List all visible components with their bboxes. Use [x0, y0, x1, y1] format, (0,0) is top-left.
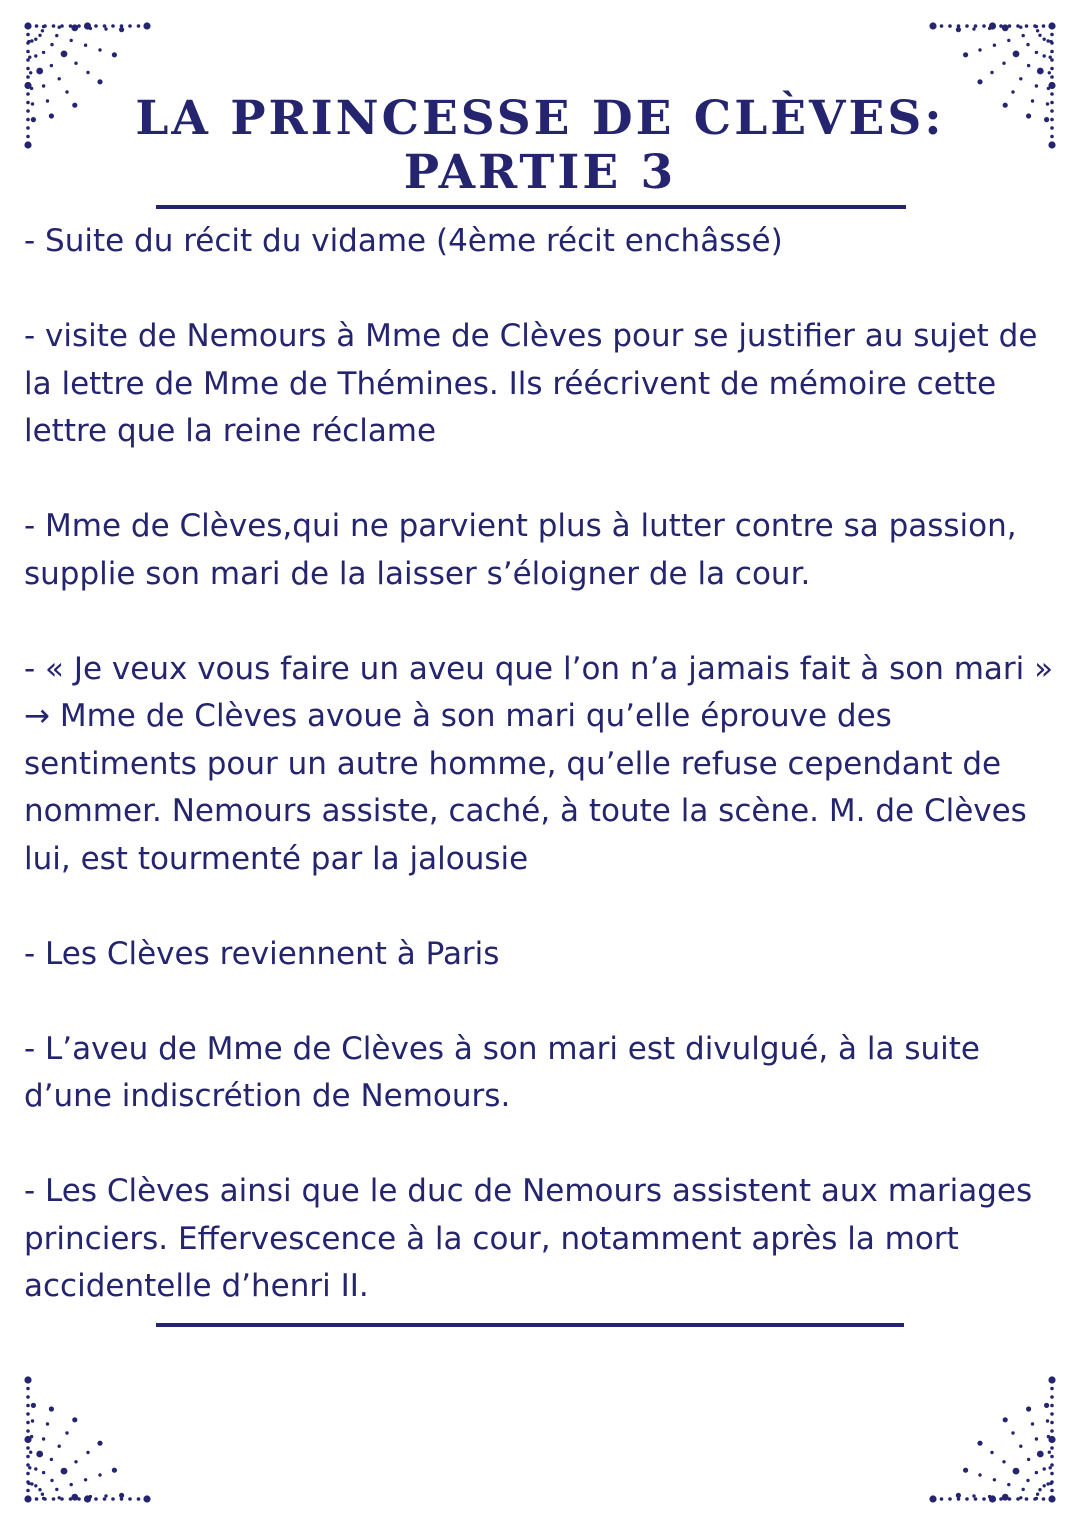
ornament-dot	[948, 1497, 952, 1501]
ornament-dot	[956, 1493, 961, 1498]
ornament-dot	[98, 48, 101, 51]
ornament-dot	[35, 1497, 39, 1501]
bottom-divider	[156, 1323, 904, 1327]
ornament-dot	[1035, 51, 1038, 54]
ornament-dot	[89, 27, 92, 30]
ornament-dot	[1026, 113, 1031, 118]
ornament-dot	[1037, 68, 1044, 75]
ornament-dot	[1047, 87, 1050, 90]
ornament-dot	[1043, 1484, 1046, 1487]
ornament-dot	[27, 40, 30, 43]
ornament-dot	[119, 27, 124, 32]
ornament-dot	[1049, 1482, 1052, 1485]
ornament-dot	[1026, 43, 1029, 46]
ornament-dot	[26, 1446, 30, 1450]
ornament-dot	[58, 1445, 61, 1448]
ornament-dot	[1046, 39, 1049, 42]
ornament-dot	[1050, 1489, 1054, 1493]
ornament-dot	[36, 1451, 43, 1458]
ornament-dot	[72, 1417, 77, 1422]
ornament-dot	[112, 52, 117, 57]
ornament-dot	[30, 39, 33, 42]
ornament-dot	[42, 1471, 45, 1474]
ornament-dot	[28, 56, 31, 59]
ornament-dot	[1002, 1494, 1009, 1501]
ornament-dot	[1050, 1446, 1054, 1450]
ornament-dot	[24, 141, 31, 148]
ornament-dot	[1019, 1445, 1022, 1448]
ornament-dot	[35, 24, 39, 28]
ornament-dot	[1036, 1493, 1039, 1496]
ornament-dot	[993, 44, 996, 47]
ornament-dot	[49, 113, 54, 118]
ornament-dot	[112, 1468, 117, 1473]
ornament-dot	[1048, 1376, 1055, 1383]
ornament-graphic	[920, 1367, 1060, 1507]
ornament-dot	[978, 48, 981, 51]
ornament-dot	[42, 1497, 45, 1500]
ornament-dot	[29, 1451, 32, 1454]
ornament-dot	[61, 1468, 68, 1475]
ornament-dot	[97, 79, 102, 84]
ornament-dot	[1048, 22, 1055, 29]
ornament-dot	[1007, 1483, 1010, 1486]
ornament-dot	[26, 1429, 30, 1433]
ornament-dot	[50, 1458, 53, 1461]
ornament-dot	[24, 22, 31, 29]
ornament-dot	[34, 1484, 37, 1487]
ornament-dot	[30, 1482, 33, 1485]
ornament-dot	[1003, 103, 1008, 108]
ornament-dot	[26, 1472, 30, 1476]
ornament-dot	[1050, 33, 1054, 37]
ornament-dot	[1043, 38, 1046, 41]
summary-body	[24, 218, 1069, 1358]
ornament-dot	[26, 50, 30, 54]
title-line-1: LA PRINCESSE DE CLÈVES:	[135, 91, 945, 146]
ornament-dot	[26, 118, 30, 122]
paragraph: - Mme de Clèves,qui ne parvient plus à lutter contre sa passion, supplie son mari de la laisser s’éloigner de la cour.	[24, 508, 1017, 592]
ornament-dot	[42, 51, 45, 54]
ornament-dot	[1043, 54, 1046, 57]
ornament-dot	[1050, 1472, 1054, 1476]
ornament-dot	[111, 1497, 115, 1501]
ornament-dot	[948, 24, 952, 28]
ornament-dot	[50, 1479, 53, 1482]
ornament-dot	[993, 1478, 996, 1481]
ornament-dot	[26, 135, 30, 139]
corner-ornament-bottom-left	[20, 1367, 160, 1507]
ornament-dot	[58, 1496, 61, 1499]
ornament-dot	[128, 1497, 132, 1501]
ornament-dot	[29, 71, 32, 74]
ornament-dot	[70, 1483, 73, 1486]
ornament-dot	[1048, 141, 1055, 148]
ornament-dot	[34, 38, 37, 41]
ornament-dot	[137, 1497, 141, 1501]
ornament-dot	[1019, 77, 1022, 80]
ornament-dot	[1044, 117, 1049, 122]
ornament-dot	[1049, 40, 1052, 43]
ornament-dot	[1050, 1387, 1054, 1391]
ornament-dot	[103, 1497, 107, 1501]
ornament-dot	[1050, 109, 1054, 113]
ornament-dot	[1035, 1497, 1038, 1500]
ornament-dot	[26, 75, 30, 79]
ornament-dot	[74, 62, 77, 65]
ornament-dot	[50, 43, 53, 46]
ornament-dot	[24, 1495, 31, 1502]
ornament-dot	[1050, 1421, 1054, 1425]
ornament-dot	[52, 24, 56, 28]
ornament-dot	[1013, 51, 1020, 58]
ornament-dot	[1038, 34, 1041, 37]
ornament-dot	[26, 92, 30, 96]
ornament-dot	[1022, 34, 1025, 37]
ornament-dot	[31, 117, 36, 122]
ornament-dot	[1002, 62, 1005, 65]
ornament-dot	[1007, 39, 1010, 42]
ornament-dot	[978, 1473, 981, 1476]
ornament-dot	[1022, 1488, 1025, 1491]
ornament-dot	[1050, 135, 1054, 139]
ornament-dot	[74, 1460, 77, 1463]
ornament-dot	[977, 79, 982, 84]
ornament-dot	[103, 24, 107, 28]
ornament-dot	[86, 1451, 89, 1454]
ornament-dot	[1050, 92, 1054, 96]
ornament-dot	[940, 1497, 944, 1501]
paragraph: - « Je veux vous faire un aveu que l’on n’a jamais fait à son mari » → Mme de Clèves avoue à son mari qu’elle éprouve des sentiments pour un autre homme, qu’elle refuse cependant de nommer. Nemours assiste, caché, à toute la scène. M. de Clèves lui, est tourmenté par la jalousie	[24, 650, 1054, 877]
ornament-dot	[26, 1404, 30, 1408]
ornament-dot	[972, 1494, 975, 1497]
ornament-dot	[1050, 101, 1054, 105]
ornament-dot	[929, 1495, 936, 1502]
ornament-dot	[94, 24, 98, 28]
ornament-dot	[990, 1451, 993, 1454]
ornament-dot	[26, 1455, 30, 1459]
paragraph: - Les Clèves reviennent à Paris	[24, 935, 500, 972]
ornament-dot	[1046, 1419, 1049, 1422]
ornament-dot	[1013, 1468, 1020, 1475]
ornament-dot	[1042, 24, 1046, 28]
ornament-dot	[46, 1422, 49, 1425]
ornament-dot	[1048, 1495, 1055, 1502]
ornament-dot	[1044, 1403, 1049, 1408]
ornament-dot	[972, 27, 975, 30]
ornament-dot	[61, 51, 68, 58]
ornament-dot	[52, 1497, 56, 1501]
ornament-dot	[41, 29, 44, 32]
ornament-dot	[49, 1406, 54, 1411]
ornament-dot	[1035, 84, 1038, 87]
ornament-dot	[72, 103, 77, 108]
ornament-dot	[1011, 1431, 1014, 1434]
ornament-dot	[974, 24, 978, 28]
ornament-dot	[50, 64, 53, 67]
ornament-dot	[55, 1488, 58, 1491]
ornament-dot	[1027, 1458, 1030, 1461]
ornament-dot	[84, 44, 87, 47]
title-divider	[156, 205, 906, 209]
ornament-dot	[34, 1467, 37, 1470]
ornament-dot	[1031, 1422, 1034, 1425]
ornament-dot	[104, 1494, 107, 1497]
paragraph: - Suite du récit du vidame (4ème récit enchâssé)	[24, 223, 783, 259]
ornament-dot	[1043, 1467, 1046, 1470]
ornament-dot	[98, 1473, 101, 1476]
ornament-dot	[1035, 25, 1038, 28]
ornament-dot	[42, 25, 45, 28]
paragraph: - visite de Nemours à Mme de Clèves pour se justifier au sujet de la lettre de Mme de Thémines. Ils réécrivent de mémoire cette lettre que la reine réclame	[24, 318, 1038, 449]
ornament-dot	[30, 87, 33, 90]
ornament-dot	[1050, 1455, 1054, 1459]
ornament-dot	[956, 27, 961, 32]
ornament-dot	[1026, 1406, 1031, 1411]
ornament-dot	[36, 68, 43, 75]
ornament-dot	[940, 24, 944, 28]
ornament-dot	[97, 1441, 102, 1446]
ornament-dot	[1042, 1497, 1046, 1501]
ornament-dot	[26, 1387, 30, 1391]
ornament-dot	[1050, 126, 1054, 130]
ornament-dot	[1050, 75, 1054, 79]
ornament-dot	[965, 1497, 969, 1501]
ornament-dot	[26, 109, 30, 113]
ornament-dot	[26, 33, 30, 37]
page-title	[100, 92, 980, 200]
ornament-dot	[988, 27, 991, 30]
ornament-dot	[26, 126, 30, 130]
ornament-dot	[988, 1495, 991, 1498]
ornament-dot	[42, 84, 45, 87]
ornament-dot	[24, 1376, 31, 1383]
ornament-dot	[28, 1466, 31, 1469]
ornament-dot	[1037, 1451, 1044, 1458]
paragraph: - Les Clèves ainsi que le duc de Nemours assistent aux mariages princiers. Effervescence à la cour, notamment après la mort accidentelle d’henri II.	[24, 1173, 1033, 1304]
ornament-dot	[128, 24, 132, 28]
ornament-dot	[1050, 50, 1054, 54]
ornament-dot	[1035, 1437, 1038, 1440]
ornament-dot	[27, 1482, 30, 1485]
ornament-dot	[1026, 1479, 1029, 1482]
ornament-dot	[929, 22, 936, 29]
ornament-dot	[143, 1495, 150, 1502]
ornament-dot	[143, 22, 150, 29]
ornament-dot	[71, 1494, 78, 1501]
ornament-dot	[58, 77, 61, 80]
ornament-dot	[990, 71, 993, 74]
ornament-dot	[1025, 24, 1029, 28]
ornament-dot	[111, 24, 115, 28]
ornament-dot	[31, 102, 34, 105]
ornament-dot	[65, 1431, 68, 1434]
ornament-dot	[1050, 1429, 1054, 1433]
ornament-dot	[55, 34, 58, 37]
ornament-dot	[1050, 1404, 1054, 1408]
ornament-dot	[26, 1395, 30, 1399]
ornament-dot	[1036, 29, 1039, 32]
ornament-dot	[1002, 1460, 1005, 1463]
ornament-dot	[1038, 1488, 1041, 1491]
ornament-dot	[1046, 1482, 1049, 1485]
ornament-dot	[42, 1437, 45, 1440]
ornament-dot	[26, 1489, 30, 1493]
ornament-dot	[104, 27, 107, 30]
ornament-graphic	[20, 1367, 160, 1507]
ornament-dot	[965, 24, 969, 28]
ornament-dot	[84, 1478, 87, 1481]
paragraph: - L’aveu de Mme de Clèves à son mari est divulgué, à la suite d’une indiscrétion de Nemours.	[24, 1030, 980, 1114]
ornament-dot	[26, 1412, 30, 1416]
ornament-dot	[1050, 1412, 1054, 1416]
ornament-dot	[38, 34, 41, 37]
ornament-dot	[26, 1421, 30, 1425]
ornament-dot	[974, 1497, 978, 1501]
ornament-dot	[1031, 99, 1034, 102]
ornament-dot	[89, 1495, 92, 1498]
ornament-dot	[1050, 118, 1054, 122]
corner-ornament-bottom-right	[920, 1367, 1060, 1507]
ornament-dot	[1027, 64, 1030, 67]
ornament-dot	[86, 71, 89, 74]
ornament-dot	[34, 54, 37, 57]
ornament-dot	[1047, 1435, 1050, 1438]
ornament-dot	[38, 1488, 41, 1491]
ornament-dot	[94, 1497, 98, 1501]
ornament-dot	[1019, 1496, 1022, 1499]
ornament-dot	[46, 99, 49, 102]
ornament-dot	[1003, 1417, 1008, 1422]
ornament-dot	[1035, 1471, 1038, 1474]
ornament-dot	[1019, 26, 1022, 29]
ornament-dot	[30, 1435, 33, 1438]
ornament-dot	[31, 1403, 36, 1408]
ornament-dot	[71, 24, 78, 31]
ornament-dot	[58, 26, 61, 29]
ornament-dot	[65, 90, 68, 93]
ornament-dot	[70, 39, 73, 42]
ornament-dot	[963, 1468, 968, 1473]
ornament-dot	[41, 1493, 44, 1496]
ornament-dot	[26, 101, 30, 105]
ornament-dot	[963, 52, 968, 57]
ornament-dot	[1011, 90, 1014, 93]
ornament-dot	[1025, 1497, 1029, 1501]
ornament-dot	[982, 24, 986, 28]
ornament-dot	[982, 1497, 986, 1501]
ornament-dot	[1048, 1451, 1051, 1454]
ornament-dot	[1050, 1395, 1054, 1399]
title-line-2: PARTIE 3	[403, 145, 677, 200]
ornament-dot	[119, 1493, 124, 1498]
ornament-dot	[977, 1441, 982, 1446]
ornament-dot	[26, 67, 30, 71]
ornament-dot	[1049, 56, 1052, 59]
ornament-dot	[137, 24, 141, 28]
ornament-dot	[1002, 24, 1009, 31]
ornament-dot	[1050, 67, 1054, 71]
ornament-dot	[1048, 71, 1051, 74]
ornament-dot	[1049, 1466, 1052, 1469]
ornament-dot	[31, 1419, 34, 1422]
ornament-dot	[1046, 102, 1049, 105]
